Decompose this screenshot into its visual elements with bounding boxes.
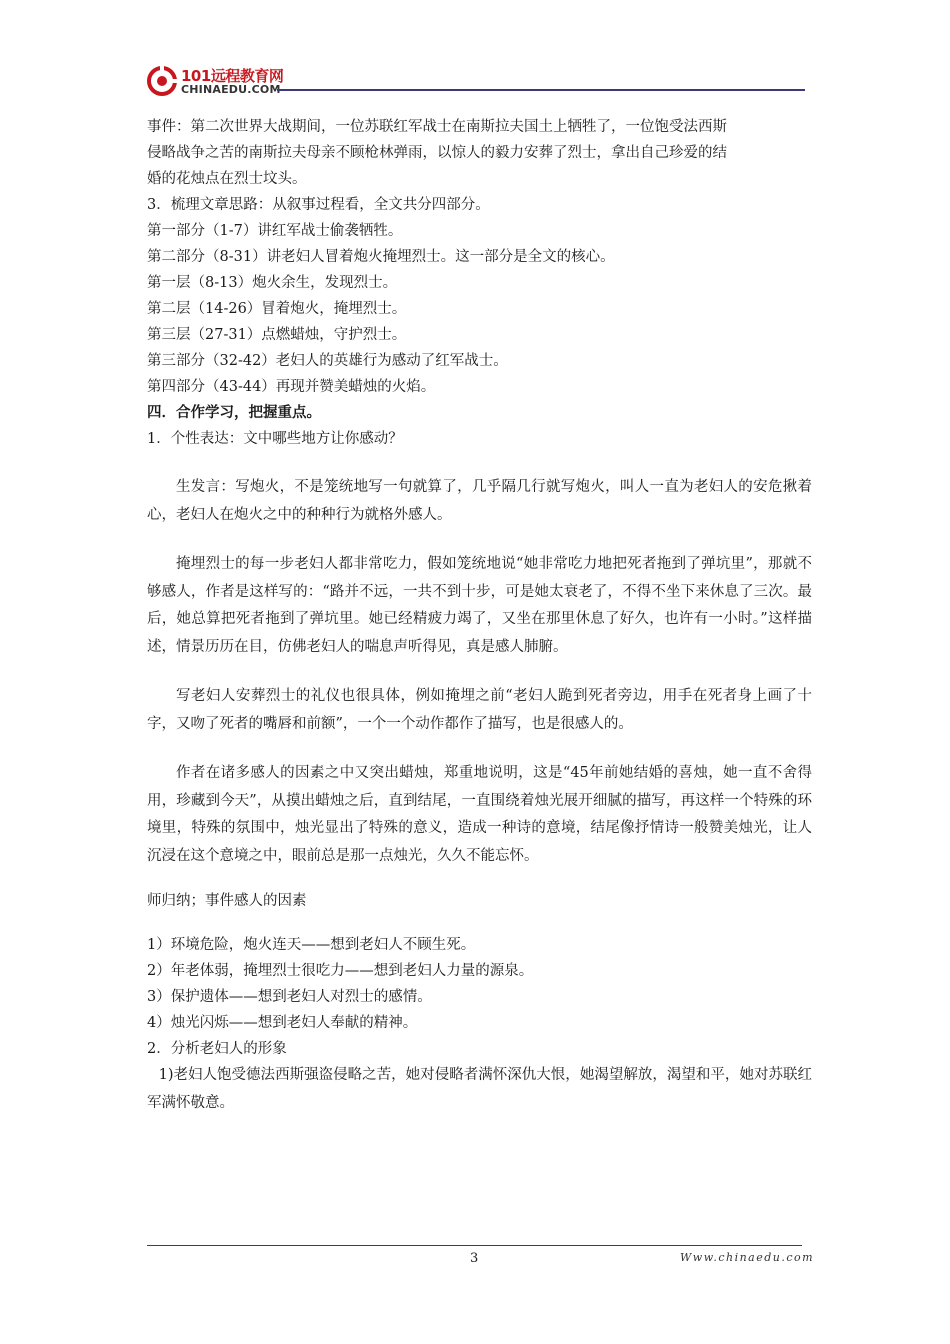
text-line: 第二层（14-26）冒着炮火，掩埋烈士。 [147,301,407,317]
document-body [147,114,812,1117]
logo-cn: 远程教育网 [210,67,284,85]
text-line: 3．梳理文章思路：从叙事过程看，全文共分四部分。 [147,197,490,213]
text-line: 第三层（27-31）点燃蜡烛，守护烈士。 [147,327,407,343]
paragraph: 1)老妇人饱受德法西斯强盗侵略之苦，她对侵略者满怀深仇大恨，她渴望解放，渴望和平，她对苏联红军满怀敬意。 [147,1067,812,1111]
factor-item: 4）烛光闪烁——想到老妇人奉献的精神。 [147,1015,418,1031]
factor-item: 3）保护遗体——想到老妇人对烈士的感情。 [147,989,432,1005]
page-header [145,62,805,102]
paragraph: 写老妇人安葬烈士的礼仪也很具体，例如掩埋之前“老妇人跪到死者旁边，用手在死者身上画了十字，又吻了死者的嘴唇和前额”，一个一个动作都作了描写，也是很感人的。 [147,688,812,732]
factor-item: 2）年老体弱，掩埋烈士很吃力——想到老妇人力量的源泉。 [147,963,534,979]
summary-title: 师归纳；事件感人的因素 [147,893,307,909]
logo-mark-icon [147,66,177,96]
paragraph: 掩埋烈士的每一步老妇人都非常吃力，假如笼统地说“她非常吃力地把死者拖到了弹坑里”，那就不够感人，作者是这样写的：“路并不远，一共不到十步，可是她太衰老了，不得不坐下来休息了三次。最后，她总算把死者拖到了弹坑里。她已经精疲力竭了，又坐在那里休息了好久，也许有一小时。”这样描述，情景历历在目，仿佛老妇人的喘息声听得见，真是感人肺腑。 [147,556,812,655]
header-rule [277,89,805,91]
text-line: 第一层（8-13）炮火余生，发现烈士。 [147,275,398,291]
logo [145,62,284,102]
section-heading: 四．合作学习，把握重点。 [147,405,321,421]
text-line: 婚的花烛点在烈士坟头。 [147,171,307,187]
text-line: 第四部分（43-44）再现并赞美蜡烛的火焰。 [147,379,436,395]
logo-en: CHINAEDU.COM [181,83,281,96]
logo-number: 101 [181,67,211,85]
factor-item: 1）环境危险，炮火连天——想到老妇人不顾生死。 [147,937,476,953]
text-line: 第三部分（32-42）老妇人的英雄行为感动了红军战士。 [147,353,508,369]
footer-url: Www.chinaedu.com [680,1251,815,1264]
question-1: 1．个性表达：文中哪些地方让你感动？ [147,431,403,447]
footer-rule [147,1245,802,1246]
text-line: 事件：第二次世界大战期间，一位苏联红军战士在南斯拉夫国土上牺牲了，一位饱受法西斯 [147,119,727,135]
paragraph: 生发言：写炮火，不是笼统地写一句就算了，几乎隔几行就写炮火，叫人一直为老妇人的安危揪着心，老妇人在炮火之中的种种行为就格外感人。 [147,479,812,523]
text-line: 第一部分（1-7）讲红军战士偷袭牺牲。 [147,223,403,239]
page-number: 3 [470,1251,479,1266]
text-line: 第二部分（8-31）讲老妇人冒着炮火掩埋烈士。这一部分是全文的核心。 [147,249,615,265]
paragraph: 作者在诸多感人的因素之中又突出蜡烛，郑重地说明，这是“45年前她结婚的喜烛，她一直不舍得用，珍藏到今天”，从摸出蜡烛之后，直到结尾，一直围绕着烛光展开细腻的描写，再这样一个特殊的环境里，特殊的氛围中，烛光显出了特殊的意义，造成一种诗的意境，结尾像抒情诗一般赞美烛光，让人沉浸在这个意境之中，眼前总是那一点烛光，久久不能忘怀。 [147,765,812,864]
question-2: 2．分析老妇人的形象 [147,1041,287,1057]
text-line: 侵略战争之苦的南斯拉夫母亲不顾枪林弹雨，以惊人的毅力安葬了烈士，拿出自己珍爱的结 [147,145,727,161]
